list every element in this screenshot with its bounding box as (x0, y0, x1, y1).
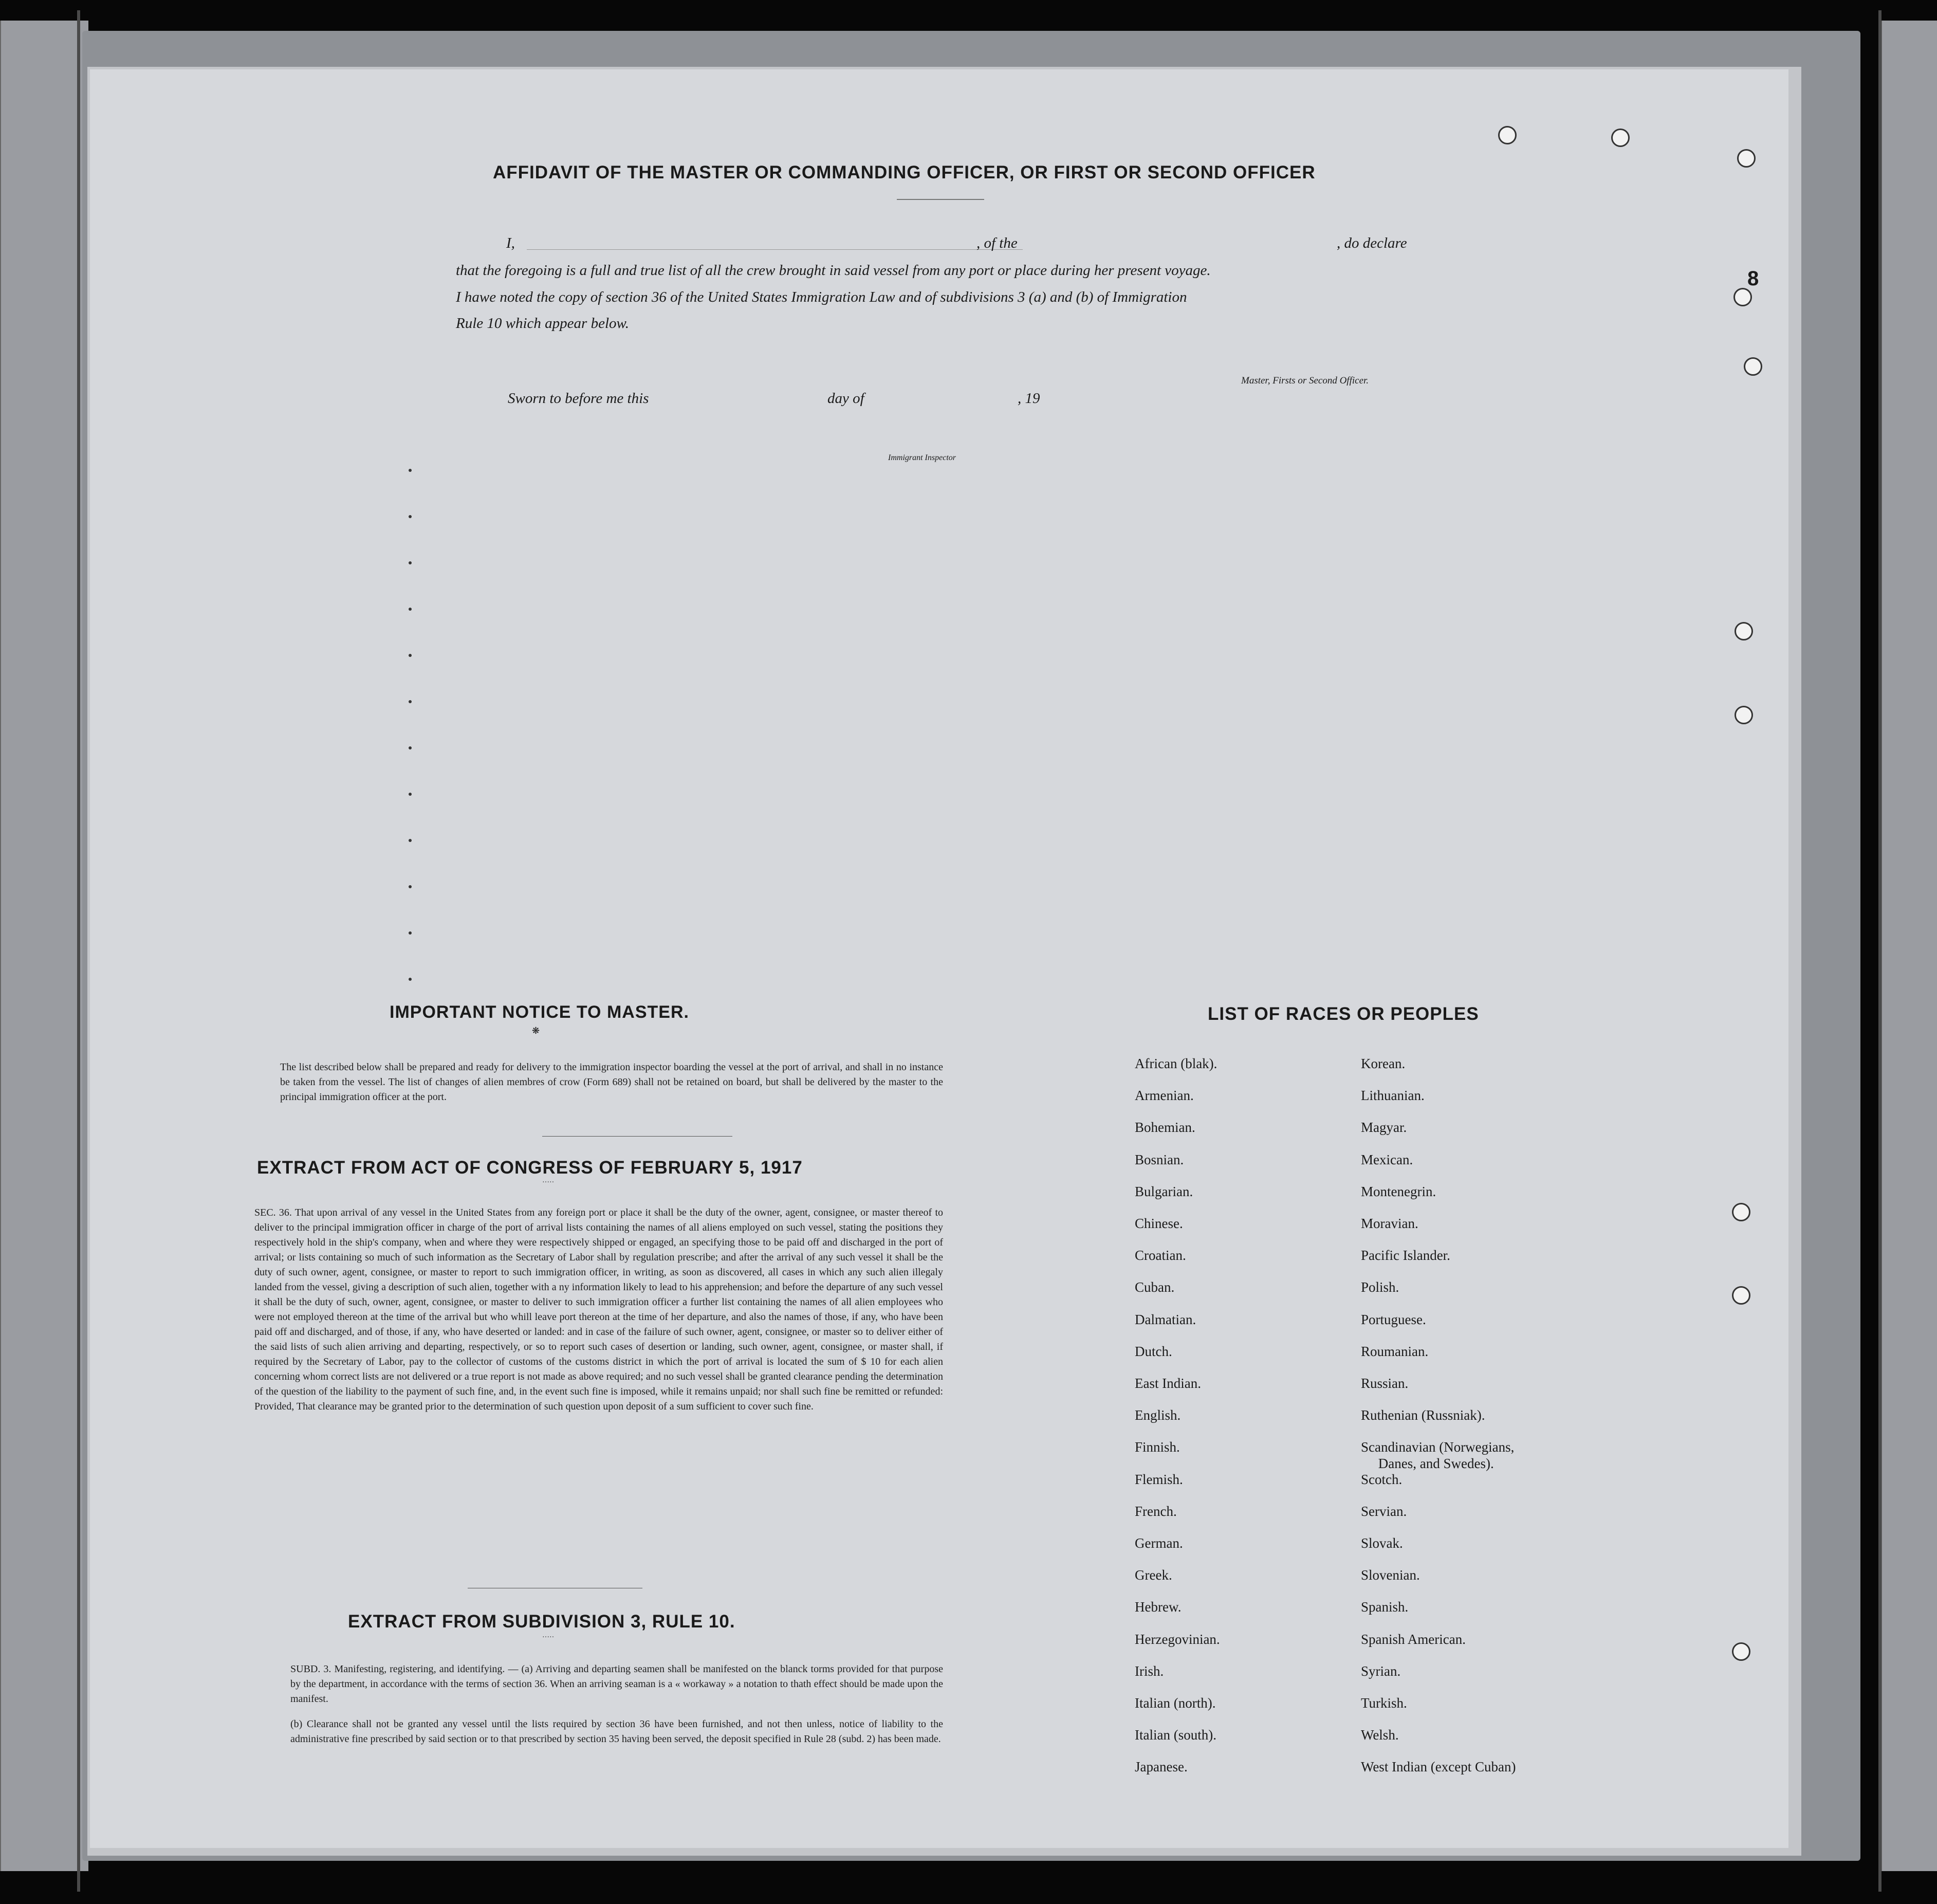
race-item: Italian (north). (1135, 1695, 1216, 1711)
punch-hole (1733, 288, 1752, 306)
races-title: LIST OF RACES OR PEOPLES (1208, 1004, 1479, 1024)
race-item: Korean. (1361, 1056, 1406, 1071)
race-item: Japanese. (1135, 1759, 1188, 1774)
margin-dot (409, 978, 412, 981)
manifest-sheet (90, 69, 1788, 1848)
race-item: Russian. (1361, 1376, 1409, 1391)
race-item: Croatian. (1135, 1248, 1186, 1263)
race-item: Welsh. (1361, 1727, 1399, 1743)
race-item: Montenegrin. (1361, 1184, 1436, 1199)
race-item: Roumanian. (1361, 1344, 1429, 1359)
race-item: Irish. (1135, 1663, 1164, 1679)
race-item: Ruthenian (Russniak). (1361, 1407, 1485, 1423)
race-item: Scandinavian (Norwegians, Danes, and Swedes). (1361, 1439, 1515, 1471)
extract-rule-title: EXTRACT FROM SUBDIVISION 3, RULE 10. (348, 1612, 735, 1632)
race-item: Italian (south). (1135, 1727, 1216, 1743)
race-item: Turkish. (1361, 1695, 1407, 1711)
ornament-icon: ❋ (532, 1026, 540, 1036)
extract-rule-body-b: (b) Clearance shall not be granted any vessel until the lists required by section 36 have been furnished, and not then unless, notice of liability to the administrative fine prescribed by said section or to that prescribed by section 35 having been served, the deposit specified in Rule 28 (subd. 2) has been made. (290, 1718, 946, 1745)
margin-dot (409, 515, 412, 518)
race-item: German. (1135, 1535, 1183, 1551)
race-item: Slovenian. (1361, 1567, 1420, 1583)
extract-act-body: SEC. 36. That upon arrival of any vessel in the United States from any foreign port or place it shall be the duty of the owner, agent, consignee, or master thereof to deliver to the principal immigration officer in charge of the port of arrival lists containing the names of all aliens employed on such vessel, stating the positions they respectively hold in the ship's company, when and where they were respectively shipped or engaged, an specifying those to be paid off and discharged in the port of arrival; or lists containing so much of such information as the Secretary of Labor shall by regulation prescribe; and after the arrival of any such vessel it shall be the duty of such owner, agent, consignee, or master to report to such immigration officer, in writing, as soon as discovered, all cases in which any such alien illegaly landed from the vessel, giving a description of such alien, together with a ny information likely to lead to his apprehension; and before the departure of any such vessel it shall be the duty of such, owner, agent, consignee, or master to deliver to such immigration officer a further list containing the names of all alien employees who were not employed thereon at the time of the arrival but who whill leave port thereon at the time of her departure, and also the names of those, if any, who have been paid off and discharged, and of those, if any, who have deserted or landed: and in case of the failure of such owner, agent, consignee, or master so to deliver either of the said lists of such alien arriving and departing, respectively, or so to report such cases of desertion or landing, such owner, agent, consignee, or master shall, if required by the Secretary of Labor, pay to the collector of customs of the customs district in which the port of arrival is located the sum of $ 10 for each alien concerning whom correct lists are not delivered or a true report is not made as above required; and no such vessel shall be granted clearance pending the determination of the question of the liability to the payment of such fine, and, in the event such fine is imposed, while it remains unpaid; nor shall such fine be remitted or refunded: Provided, That clearance may be granted prior to the determination of such question upon deposit of a sum sufficient to cover such fine. (254, 1207, 946, 1412)
left-binding-edge (77, 10, 80, 1892)
officer-signature-label: Master, Firsts or Second Officer. (1241, 375, 1369, 386)
race-item: Servian. (1361, 1504, 1407, 1519)
race-item: Pacific Islander. (1361, 1248, 1450, 1263)
race-item: French. (1135, 1504, 1177, 1519)
race-item: Flemish. (1135, 1472, 1183, 1487)
race-item: Greek. (1135, 1567, 1172, 1583)
affidavit-line-2: I hawe noted the copy of section 36 of the United States Immigration Law and of subdivisions 3 (a) and (b) of Immigration (456, 289, 1187, 305)
affidavit-title: AFFIDAVIT OF THE MASTER OR COMMANDING OFFICER, OR FIRST OR SECOND OFFICER (493, 162, 1316, 182)
race-item: African (blak). (1135, 1056, 1217, 1071)
margin-dot (409, 931, 412, 935)
sworn-day-of: day of (827, 390, 864, 407)
race-item: Bosnian. (1135, 1152, 1184, 1167)
punch-hole (1744, 357, 1762, 376)
ornament-icon: ····· (542, 1179, 555, 1186)
race-item: Bohemian. (1135, 1120, 1195, 1135)
margin-dot (409, 700, 412, 703)
affidavit-do-declare: , do declare (1337, 235, 1407, 251)
punch-hole (1732, 1286, 1750, 1305)
race-item: Hebrew. (1135, 1599, 1182, 1615)
race-item: Lithuanian. (1361, 1088, 1425, 1103)
punch-hole (1735, 706, 1753, 724)
punch-hole (1732, 1642, 1750, 1661)
race-item: Dalmatian. (1135, 1312, 1196, 1327)
margin-dot (409, 793, 412, 796)
race-item: Portuguese. (1361, 1312, 1426, 1327)
race-item: English. (1135, 1407, 1181, 1423)
extract-rule-body-a: SUBD. 3. Manifesting, registering, and identifying. — (a) Arriving and departing seamen shall be manifested on the blanck torms provided for that purpose by the department, in accordance with the terms of section 36. When an arriving seaman is a « workaway » a notation to thath effect should be made upon the manifest. (290, 1663, 946, 1705)
race-item: Armenian. (1135, 1088, 1194, 1103)
punch-hole (1735, 622, 1753, 640)
race-item: Bulgarian. (1135, 1184, 1193, 1199)
margin-dot (409, 561, 412, 564)
race-item: Spanish. (1361, 1599, 1409, 1615)
left-adjacent-page (0, 21, 88, 1871)
important-notice-title: IMPORTANT NOTICE TO MASTER. (390, 1002, 689, 1022)
important-notice-body: The list described below shall be prepared and ready for delivery to the immigration inspector boarding the vessel at the port of arrival, and shall in no instance be taken from the vessel. The list of changes of alien membres of crow (Form 689) shall not be retained on board, but shall be delivered by the master to the principal immigration officer at the port. (280, 1061, 946, 1103)
section-rule (542, 1136, 732, 1137)
race-item: Dutch. (1135, 1344, 1172, 1359)
margin-dot (409, 608, 412, 611)
extract-act-title: EXTRACT FROM ACT OF CONGRESS OF FEBRUARY 5, 1917 (257, 1158, 803, 1178)
margin-dot (409, 746, 412, 749)
margin-dot (409, 654, 412, 657)
sworn-year: , 19 (1018, 390, 1040, 407)
race-item: Mexican. (1361, 1152, 1413, 1167)
race-item: Herzegovinian. (1135, 1632, 1220, 1647)
race-item: Spanish American. (1361, 1632, 1466, 1647)
affidavit-pronoun: I, (506, 235, 515, 251)
affidavit-of-the: , of the (976, 235, 1018, 251)
race-item: East Indian. (1135, 1376, 1201, 1391)
margin-mark: 8 (1747, 267, 1759, 290)
sworn-prefix: Sworn to before me this (508, 390, 649, 407)
race-item: Chinese. (1135, 1216, 1183, 1231)
race-item: Scotch. (1361, 1472, 1403, 1487)
margin-dot (409, 839, 412, 842)
ornament-icon: ····· (542, 1634, 555, 1641)
race-item: West Indian (except Cuban) (1361, 1759, 1516, 1774)
race-item: Cuban. (1135, 1279, 1175, 1295)
name-blank-line (527, 249, 1023, 250)
affidavit-line-3: Rule 10 which appear below. (456, 315, 629, 332)
right-adjacent-page (1881, 21, 1937, 1871)
punch-hole (1732, 1203, 1750, 1221)
race-item: Polish. (1361, 1279, 1399, 1295)
race-item: Moravian. (1361, 1216, 1418, 1231)
race-item: Finnish. (1135, 1439, 1180, 1455)
race-item: Slovak. (1361, 1535, 1403, 1551)
punch-hole (1737, 149, 1756, 168)
race-item: Magyar. (1361, 1120, 1407, 1135)
margin-dot (409, 885, 412, 888)
inspector-label: Immigrant Inspector (888, 453, 956, 462)
race-item: Syrian. (1361, 1663, 1401, 1679)
right-binding-edge (1878, 10, 1881, 1892)
title-rule (897, 199, 984, 200)
affidavit-line-1: that the foregoing is a full and true list of all the crew brought in said vessel from any port or place during her present voyage. (456, 262, 1211, 279)
margin-dot (409, 469, 412, 472)
punch-hole (1611, 129, 1630, 147)
punch-hole (1498, 126, 1517, 144)
